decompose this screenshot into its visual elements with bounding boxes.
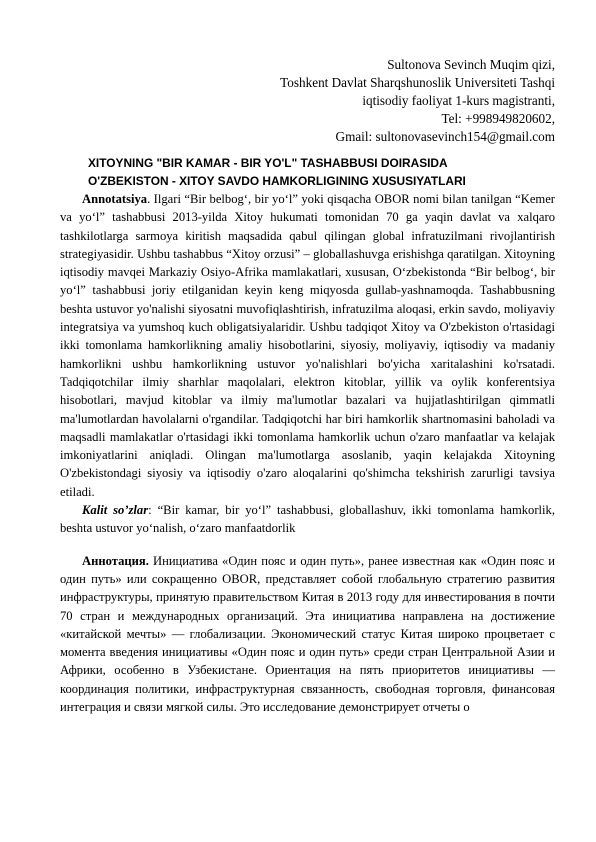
keywords-uz <box>60 501 555 538</box>
abstract-ru <box>60 552 555 717</box>
abstract-ru-label: Аннотация. <box>82 553 149 568</box>
abstract-uz-label: Annotatsiya <box>82 192 148 206</box>
author-phone: Tel: +998949820602, <box>441 111 555 126</box>
abstract-uz <box>60 190 555 501</box>
author-affiliation: Toshkent Davlat Sharqshunoslik Universiteti Tashqi <box>280 75 555 90</box>
title-line-2: O'ZBEKISTON - XITOY SAVDO HAMKORLIGINING XUSUSIYATLARI <box>88 174 466 188</box>
author-email: Gmail: sultonovasevinch154@gmail.com <box>335 129 555 144</box>
abstract-uz-text: . Ilgari “Bir belbog‘, bir yo‘l” yoki qisqacha OBOR nomi bilan tanilgan “Kemer va yo‘l” tashabbusi 2013-yilda Xitoy hukumati tomonidan 70 ga yaqin davlat va xalqaro tashkilotlarga sarmoya kiritish maqsadida qabul qilingan global infratuzilmani rivojlantirish strategiyasidir. Ushbu tashabbus “Xitoy orzusi” – globallashuvga erishishga qaratilgan. Xitoyning iqtisodiy mavqei Markaziy Osiyo-Afrika mamlakatlari, xususan, O‘zbekistonda “Bir belbog‘, bir yo‘l” tashabbusi joriy etilganidan keyin keng miqyosda gullab-yashnamoqda. Tashabbusning beshta ustuvor yo'nalishi siyosatni muvofiqlashtirish, infratuzilma aloqasi, erkin savdo, moliyaviy integratsiya va yumshoq kuch obligatsiyalaridir. Ushbu tadqiqot Xitoy va O'zbekiston o'rtasidagi ikki tomonlama hamkorlikning amaliy hisobotlarini, siyosiy, moliyaviy, iqtisodiy va madaniy hamkorlikni ushbu hamkorlikning ustuvor yo'nalishlari bo'yicha xaritalashini ko'rsatadi. Tadqiqotchilar ilmiy sharhlar maqolalari, elektron kitoblar, yillik va oylik konferentsiya hisobotlari, mavjud kitoblar va ilmiy ma'lumotlar bazalari va hujjatlashtirilgan qimmatli ma'lumotlardan havolalarni o'rgandilar. Tadqiqotchi har biri hamkorlik shartnomasini baholadi va maqsadli mamlakatlar o'rtasidagi ikki tomonlama hamkorlik uchun o'zaro manfaatlar va kelajak imkoniyatlarini aniqladi. Olingan ma'lumotlarga asoslanib, yaqin kelajakda Xitoyning O'zbekistondagi siyosiy va iqtisodiy o'zaro aloqalarini qo'shimcha tekshirish zarurligi tavsiya etiladi. <box>60 192 555 499</box>
paper-title <box>60 154 555 190</box>
keywords-uz-text: : “Bir kamar, bir yo‘l” tashabbusi, globallashuv, ikki tomonlama hamkorlik, beshta ustuvor yo‘nalish, o‘zaro manfaatdorlik <box>60 503 555 536</box>
section-spacer <box>60 538 555 552</box>
abstract-ru-text: Инициатива «Один пояс и один путь», ранее известная как «Один пояс и один путь» или сокращенно OBOR, представляет собой глобальную стратегию развития инфраструктуры, принятую правительством Китая в 2013 году для инвестирования в почти 70 стран и международных организаций. Эта инициатива направлена на достижение «китайской мечты» — глобализации. Экономический статус Китая широко процветает с момента введения инициативы «Один пояс и один путь» среди стран Центральной Азии и Африки, особенно в Узбекистане. Ориентация на пять приоритетов инициативы — координация политики, инфраструктурная связанность, свободная торговля, финансовая интеграция и связи мягкой силы. Это исследование демонстрирует отчеты о <box>60 553 555 715</box>
author-position: iqtisodiy faoliyat 1-kurs magistranti, <box>362 93 555 108</box>
keywords-uz-label: Kalit so’zlar <box>82 503 149 518</box>
author-name: Sultonova Sevinch Muqim qizi, <box>387 57 555 72</box>
title-line-1: XITOYNING "BIR KAMAR - BIR YO'L" TASHABBUSI DOIRASIDA <box>88 156 448 170</box>
paper-page <box>60 56 555 716</box>
author-block <box>60 56 555 146</box>
